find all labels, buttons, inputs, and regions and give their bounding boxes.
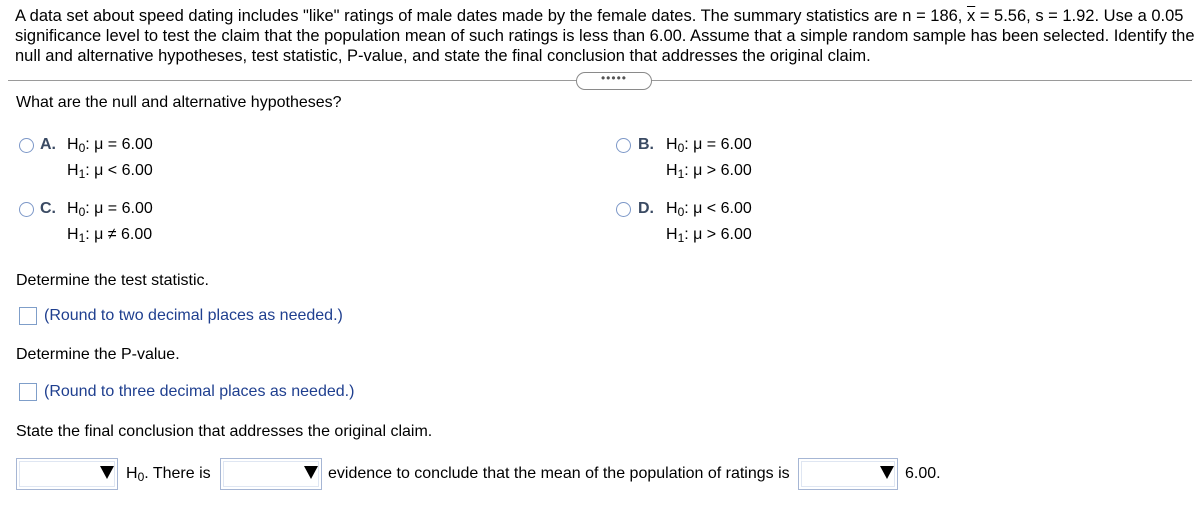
comparison-dropdown[interactable] — [798, 458, 898, 490]
decision-dropdown[interactable] — [16, 458, 118, 490]
problem-text-part1: A data set about speed dating includes "like" ratings of male dates made by the female dates. The summary statistics are n = 186, — [15, 7, 967, 25]
test-statistic-question: Determine the test statistic. — [16, 272, 209, 289]
option-c-letter: C. — [40, 200, 56, 217]
chevron-down-icon — [100, 466, 114, 479]
test-statistic-hint: (Round to two decimal places as needed.) — [44, 307, 343, 324]
option-d-alt-hypothesis: $H_1$: μ > 6.00 — [666, 226, 752, 245]
conclusion-question: State the final conclusion that addresses the original claim. — [16, 423, 433, 440]
p-value-input[interactable] — [19, 383, 37, 401]
evidence-dropdown[interactable] — [220, 458, 322, 490]
p-value-hint: (Round to three decimal places as needed.) — [44, 383, 355, 400]
chevron-down-icon — [880, 466, 894, 479]
option-b-alt-hypothesis: $H_1$: μ > 6.00 — [666, 162, 752, 181]
expand-button[interactable]: ••••• — [576, 72, 652, 90]
test-statistic-input[interactable] — [19, 307, 37, 325]
option-a-alt-hypothesis: $H_1$: μ < 6.00 — [67, 162, 153, 181]
option-c-null-hypothesis: $H_0$: μ = 6.00 — [67, 200, 153, 219]
conclusion-text-3: 6.00. — [905, 465, 941, 482]
option-a-letter: A. — [40, 136, 56, 153]
option-b-letter: B. — [638, 136, 654, 153]
problem-statement — [15, 6, 1195, 66]
option-d-letter: D. — [638, 200, 654, 217]
xbar-symbol: $\overline{x}$ — [966, 7, 976, 25]
hypotheses-question: What are the null and alternative hypotheses? — [16, 94, 342, 111]
option-d-radio[interactable] — [616, 202, 631, 217]
p-value-question: Determine the P-value. — [16, 346, 180, 363]
option-d-null-hypothesis: $H_0$: μ < 6.00 — [666, 200, 752, 219]
option-a-radio[interactable] — [19, 138, 34, 153]
chevron-down-icon — [304, 466, 318, 479]
conclusion-text-2: evidence to conclude that the mean of the population of ratings is — [328, 465, 790, 482]
option-c-radio[interactable] — [19, 202, 34, 217]
conclusion-text-1: $H_0$. There is — [126, 465, 211, 484]
option-c-alt-hypothesis: $H_1$: μ ≠ 6.00 — [67, 226, 153, 245]
option-b-null-hypothesis: $H_0$: μ = 6.00 — [666, 136, 752, 155]
option-b-radio[interactable] — [616, 138, 631, 153]
option-a-null-hypothesis: $H_0$: μ = 6.00 — [67, 136, 153, 155]
problem-text-part2: = 5.56, s = 1.92. Use a 0.05 significance level to test the claim that the population mean of such ratings is less than 6.00. Assume that a simple random sample has been selected. Identify the null and alternative hypotheses, test statistic, P-value, and state the final conclusion that addresses the original claim. — [15, 7, 1195, 65]
